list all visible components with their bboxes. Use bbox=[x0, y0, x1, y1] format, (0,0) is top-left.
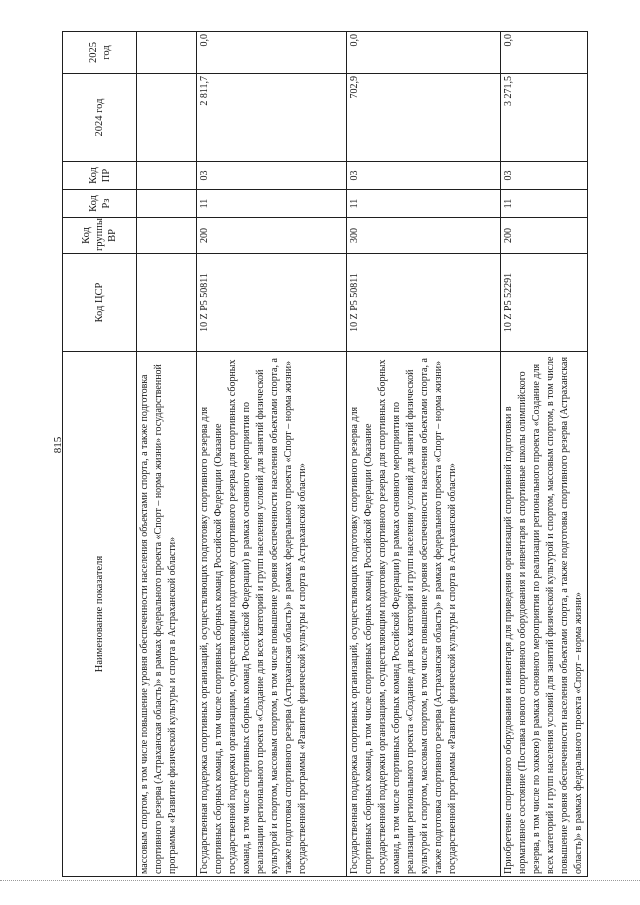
row-amount-2024: 702,9 bbox=[347, 74, 501, 162]
row-name: Государственная поддержка спортивных организаций, осуществляющих подготовку спортивного резерва для спортивных сборных команд, в том числе спортивных сборных команд Российской Федерации (Оказание государственной поддержки организациям, осуществляющим подготовку спортивного резерва для спортивных сборных команд, в том числе спортивных сборных команд Российской Федерации) в рамках основного мероприятия по реализации регионального проекта «Создание для всех категорий и групп населения условий для занятий физической культурой и спортом, массовым спортом, в том числе повышение уровня обеспеченности населения объектами спорта, а также подготовка спортивного резерва (Астраханская область)» в рамках федерального проекта «Спорт – норма жизни» государственной программы «Развитие физической культуры и спорта в Астраханской области» bbox=[197, 352, 347, 877]
row-amount-2024 bbox=[137, 74, 197, 162]
row-csr-code: 10 Z P5 52291 bbox=[501, 254, 588, 352]
row-amount-2025: 0,0 bbox=[347, 32, 501, 74]
row-vr-code bbox=[137, 218, 197, 254]
row-pr-code: 03 bbox=[347, 162, 501, 190]
row-rz-code: 11 bbox=[501, 190, 588, 218]
row-amount-2024: 3 271,5 bbox=[501, 74, 588, 162]
rotated-page-content bbox=[62, 32, 584, 877]
row-rz-code bbox=[137, 190, 197, 218]
table-header-row bbox=[63, 32, 137, 877]
header-pr-code: Код ПР bbox=[63, 162, 137, 190]
row-name: Государственная поддержка спортивных организаций, осуществляющих подготовку спортивного резерва для спортивных сборных команд, в том числе спортивных сборных команд Российской Федерации (Оказание государственной поддержки организациям, осуществляющим подготовку спортивного резерва для спортивных сборных команд, в том числе спортивных сборных команд Российской Федерации) в рамках основного мероприятия по реализации регионального проекта «Создание для всех категорий и групп населения условий для занятий физической культурой и спортом, массовым спортом, в том числе повышение уровня обеспеченности населения объектами спорта, а также подготовка спортивного резерва (Астраханская область)» в рамках федерального проекта «Спорт – норма жизни» государственной программы «Развитие физической культуры и спорта в Астраханской области» bbox=[347, 352, 501, 877]
row-amount-2025 bbox=[137, 32, 197, 74]
table-row bbox=[501, 32, 588, 877]
row-pr-code bbox=[137, 162, 197, 190]
row-pr-code: 03 bbox=[197, 162, 347, 190]
page-number: 815 bbox=[52, 436, 64, 454]
scan-edge-line bbox=[0, 880, 640, 881]
header-year-2024: 2024 год bbox=[63, 74, 137, 162]
row-amount-2024: 2 811,7 bbox=[197, 74, 347, 162]
table-row bbox=[347, 32, 501, 877]
row-rz-code: 11 bbox=[347, 190, 501, 218]
row-name: Приобретение спортивного оборудования и инвентаря для приведения организаций спортивной подготовки в нормативное состояние (Поставка нового спортивного оборудования и инвентаря в спортивные школы олимпийского резерва, в том числе по хоккею) в рамках основного мероприятия по реализации регионального проекта «Создание для всех категорий и групп населения условий для занятий физической культурой и спортом, массовым спортом, в том числе повышение уровня обеспеченности населения объектами спорта, а также подготовка спортивного резерва (Астраханская область)» в рамках федерального проекта «Спорт – норма жизни» bbox=[501, 352, 588, 877]
row-vr-code: 300 bbox=[347, 218, 501, 254]
header-csr-code: Код ЦСР bbox=[63, 254, 137, 352]
row-csr-code: 10 Z P5 50811 bbox=[197, 254, 347, 352]
table-row bbox=[197, 32, 347, 877]
row-amount-2025: 0,0 bbox=[197, 32, 347, 74]
row-vr-code: 200 bbox=[501, 218, 588, 254]
row-name: массовым спортом, в том числе повышение уровня обеспеченности населения объектами спорта, а также подготовка спортивного резерва (Астраханская область)» в рамках федерального проекта «Спорт – норма жизни» государственной программы «Развитие физической культуры и спорта в Астраханской области» bbox=[137, 352, 197, 877]
row-csr-code bbox=[137, 254, 197, 352]
table-row bbox=[137, 32, 197, 877]
row-csr-code: 10 Z P5 50811 bbox=[347, 254, 501, 352]
header-vr-code: Код группы ВР bbox=[63, 218, 137, 254]
row-amount-2025: 0,0 bbox=[501, 32, 588, 74]
header-name: Наименование показателя bbox=[63, 352, 137, 877]
header-year-2025: 2025 год bbox=[63, 32, 137, 74]
row-pr-code: 03 bbox=[501, 162, 588, 190]
row-rz-code: 11 bbox=[197, 190, 347, 218]
header-rz-code: Код Рз bbox=[63, 190, 137, 218]
row-vr-code: 200 bbox=[197, 218, 347, 254]
budget-table bbox=[62, 31, 588, 877]
